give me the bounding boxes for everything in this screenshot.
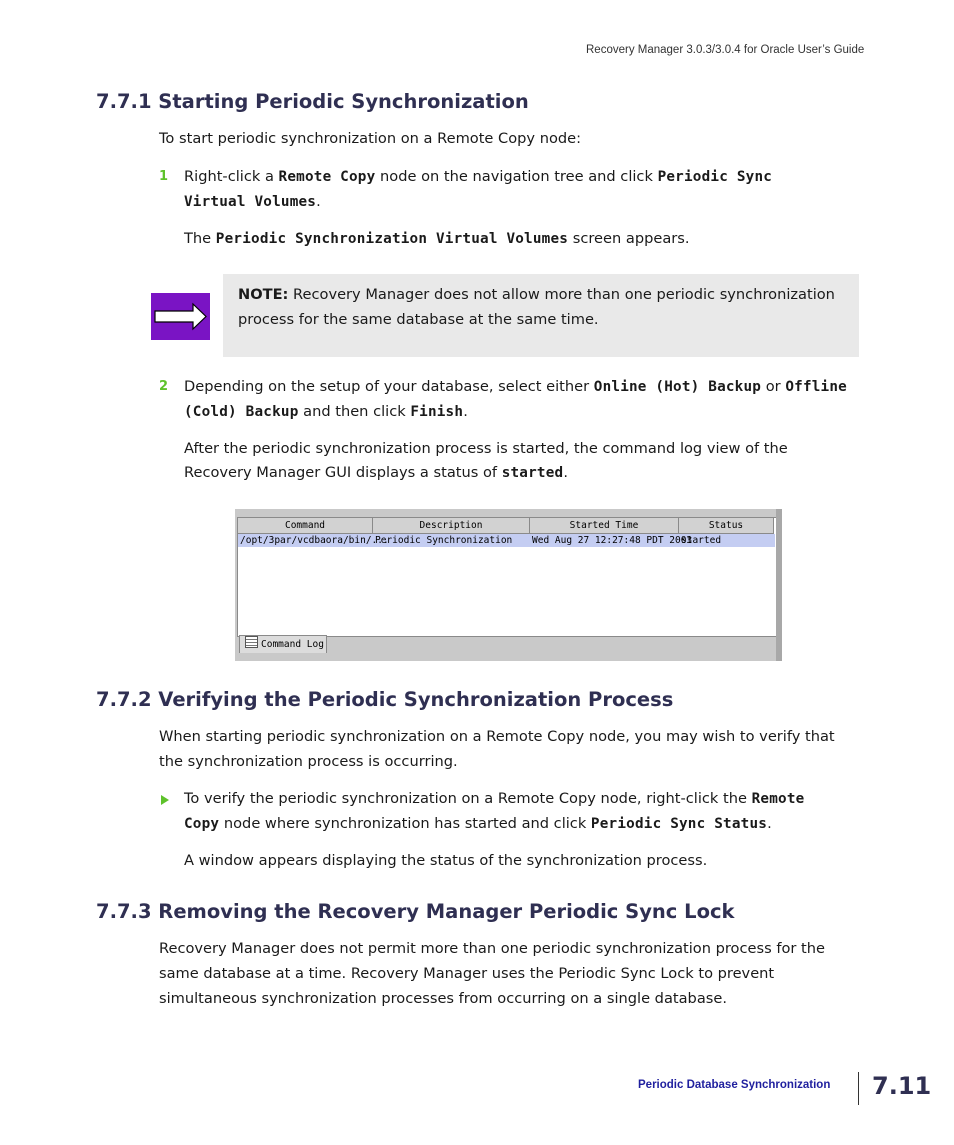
section-heading-7-7-1: 7.7.1 Starting Periodic Synchronization bbox=[96, 90, 529, 113]
tab-label: Command Log bbox=[261, 639, 324, 650]
step-2-result-line-2: Recovery Manager GUI displays a status of started. bbox=[184, 464, 568, 481]
bullet-result: A window appears displaying the status of the synchronization process. bbox=[184, 852, 708, 869]
command-log-screenshot bbox=[235, 509, 782, 661]
cell-status: started bbox=[681, 535, 722, 546]
column-header-status: Status bbox=[679, 518, 774, 534]
table-icon bbox=[245, 636, 258, 648]
step-2-line-2: (Cold) Backup and then click Finish. bbox=[184, 403, 468, 420]
section-7-7-3-line-3: simultaneous synchronization processes from occurring on a single database. bbox=[159, 990, 727, 1007]
footer-chapter-title: Periodic Database Synchronization bbox=[638, 1079, 831, 1091]
step-1-line-1: Right-click a Remote Copy node on the navigation tree and click Periodic Sync bbox=[184, 168, 773, 185]
section-heading-7-7-3: 7.7.3 Removing the Recovery Manager Periodic Sync Lock bbox=[96, 900, 735, 923]
note-line-1: NOTE: Recovery Manager does not allow more than one periodic synchronization bbox=[238, 286, 835, 303]
step-2-result-line-1: After the periodic synchronization process is started, the command log view of the bbox=[184, 440, 788, 457]
section-7-7-3-line-1: Recovery Manager does not permit more than one periodic synchronization process for the bbox=[159, 940, 825, 957]
cell-description: Periodic Synchronization bbox=[375, 535, 513, 546]
section-7-7-2-para-line-2: the synchronization process is occurring. bbox=[159, 753, 458, 770]
note-arrow-icon bbox=[151, 293, 210, 340]
tab-command-log[interactable] bbox=[239, 635, 327, 653]
bullet-line-2: Copy node where synchronization has started and click Periodic Sync Status. bbox=[184, 815, 772, 832]
cell-command: /opt/3par/vcdbaora/bin/... bbox=[240, 535, 389, 546]
bullet-arrow-icon bbox=[161, 795, 169, 805]
footer-divider bbox=[858, 1072, 859, 1105]
scrollbar[interactable] bbox=[776, 509, 782, 661]
cell-started-time: Wed Aug 27 12:27:48 PDT 2003 bbox=[532, 535, 693, 546]
column-header-command: Command bbox=[238, 518, 373, 534]
step-1-result: The Periodic Synchronization Virtual Volumes screen appears. bbox=[184, 230, 690, 247]
column-header-started-time: Started Time bbox=[530, 518, 679, 534]
step-number-2: 2 bbox=[159, 379, 169, 394]
step-1-line-2: Virtual Volumes. bbox=[184, 193, 321, 210]
bullet-line-1: To verify the periodic synchronization on a Remote Copy node, right-click the Remote bbox=[184, 790, 805, 807]
page-number: 7.11 bbox=[872, 1072, 932, 1100]
intro-paragraph: To start periodic synchronization on a Remote Copy node: bbox=[159, 130, 582, 147]
section-7-7-2-para-line-1: When starting periodic synchronization on a Remote Copy node, you may wish to verify that bbox=[159, 728, 835, 745]
command-log-table bbox=[237, 517, 777, 637]
section-heading-7-7-2: 7.7.2 Verifying the Periodic Synchronization Process bbox=[96, 688, 674, 711]
section-7-7-3-line-2: same database at a time. Recovery Manager uses the Periodic Sync Lock to prevent bbox=[159, 965, 775, 982]
note-line-2: process for the same database at the same time. bbox=[238, 311, 599, 328]
step-number-1: 1 bbox=[159, 169, 169, 184]
column-header-description: Description bbox=[373, 518, 530, 534]
note-label: NOTE: bbox=[238, 286, 289, 303]
running-header: Recovery Manager 3.0.3/3.0.4 for Oracle User’s Guide bbox=[586, 44, 865, 56]
step-2-line-1: Depending on the setup of your database, select either Online (Hot) Backup or Offline bbox=[184, 378, 847, 395]
